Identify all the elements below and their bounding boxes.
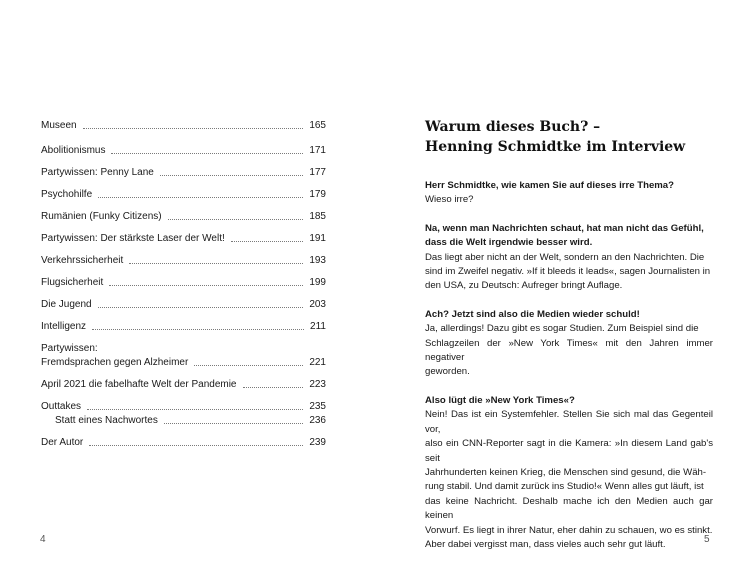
toc-entry (41, 188, 326, 202)
question (425, 308, 713, 322)
toc-entry-title: Der Autor (41, 437, 84, 448)
toc-entry-title: April 2021 die fabelhafte Welt der Pandemie (41, 379, 237, 390)
toc-leader-dots (109, 285, 303, 286)
toc-entry-title: Museen (41, 120, 77, 131)
toc-leader-dots (111, 153, 303, 154)
toc-entry (41, 166, 326, 180)
answer-line: Nein! Das ist ein Systemfehler. Stellen Sie sich mal das Gegenteil vor, (425, 409, 713, 435)
article-title (425, 117, 713, 157)
toc-entry-page: 221 (309, 357, 326, 368)
toc-entry-page: 199 (309, 277, 326, 288)
toc-leader-dots (194, 365, 303, 366)
toc-leader-dots (83, 128, 304, 129)
question (425, 222, 713, 251)
toc-entry (41, 378, 326, 392)
toc-entry-title: Partywissen: Penny Lane (41, 167, 154, 178)
page-number: 5 (704, 534, 710, 545)
answer-line: Schlagzeilen der »New York Times« mit den Jahren immer negativer (425, 337, 713, 364)
answer (425, 322, 713, 380)
toc-leader-dots (89, 445, 303, 446)
table-of-contents (41, 119, 326, 450)
toc-entry (41, 119, 326, 133)
answer (425, 251, 713, 294)
answer (425, 408, 713, 552)
toc-entry-page: 239 (309, 437, 326, 448)
answer-line: sind im Zweifel negativ. »If it bleeds it leads«, sagen Journalisten in (425, 266, 711, 278)
toc-leader-dots (98, 307, 304, 308)
answer-line: den USA, zu Deutsch: Aufreger bringt Auflage. (425, 280, 623, 292)
toc-leader-dots (87, 409, 303, 410)
qa-block (425, 394, 713, 552)
toc-entry-title: Statt eines Nachwortes (55, 415, 158, 426)
interview-article (425, 117, 713, 566)
toc-leader-dots (129, 263, 303, 264)
toc-entry-page: 235 (309, 401, 326, 412)
toc-entry-page: 236 (309, 415, 326, 426)
toc-entry (41, 414, 326, 428)
toc-entry-page: 171 (309, 145, 326, 156)
toc-leader-dots (92, 329, 304, 330)
toc-leader-dots (160, 175, 303, 176)
toc-leader-dots (168, 219, 304, 220)
question-line: Herr Schmidtke, wie kamen Sie auf dieses irre Thema? (425, 180, 675, 191)
article-title-line: Henning Schmidtke im Interview (425, 139, 686, 155)
toc-entry-title: Partywissen: Der stärkste Laser der Welt! (41, 233, 225, 244)
toc-entry-page: 191 (309, 233, 326, 244)
toc-entry (41, 254, 326, 268)
toc-entry-page: 185 (309, 211, 326, 222)
right-page (375, 0, 750, 583)
answer-line: das keine Nachricht. Deshalb mache ich den Medien auch gar keinen (425, 495, 713, 522)
toc-entry-title: Intelligenz (41, 321, 87, 332)
toc-entry-title: Flugsicherheit (41, 277, 104, 288)
qa-block (425, 222, 713, 294)
question (425, 179, 713, 193)
answer-line: rung stabil. Und damit zurück ins Studio!« Wenn alles gut läuft, ist (425, 481, 704, 493)
toc-leader-dots (243, 387, 304, 388)
toc-entry-title-line1: Partywissen: (41, 343, 98, 354)
toc-entry-title: Abolitionismus (41, 145, 106, 156)
toc-entry-title: Rumänien (Funky Citizens) (41, 211, 162, 222)
toc-entry (41, 320, 326, 334)
answer (425, 193, 713, 207)
question-line: Na, wenn man Nachrichten schaut, hat man nicht das Gefühl, (425, 222, 704, 234)
toc-entry-page: 193 (309, 255, 326, 266)
toc-entry-title: Fremdsprachen gegen Alzheimer (41, 357, 189, 368)
toc-entry-page: 165 (309, 120, 326, 131)
toc-entry (41, 356, 326, 370)
answer-line: Wieso irre? (425, 194, 474, 206)
page-number: 4 (40, 534, 46, 545)
toc-entry (41, 210, 326, 224)
toc-entry-page: 179 (309, 189, 326, 200)
question-line: Ach? Jetzt sind also die Medien wieder schuld! (425, 308, 640, 320)
toc-leader-dots (98, 197, 303, 198)
toc-entry-title: Outtakes (41, 401, 82, 412)
toc-entry-page: 203 (309, 299, 326, 310)
toc-entry-multiline (41, 342, 326, 370)
toc-entry-title: Psychohilfe (41, 189, 93, 200)
question (425, 394, 713, 408)
answer-line: Aber dabei vergisst man, dass vieles auch sehr gut läuft. (425, 538, 666, 550)
answer-line: Vorwurf. Es liegt in ihrer Natur, eher dahin zu schauen, wo es stinkt. (425, 524, 713, 536)
toc-leader-dots (164, 423, 303, 424)
answer-line: geworden. (425, 366, 470, 378)
question-line: Also lügt die »New York Times«? (425, 394, 575, 406)
toc-entry-title: Die Jugend (41, 299, 92, 310)
toc-entry (41, 232, 326, 246)
qa-block (425, 308, 713, 380)
toc-entry (41, 436, 326, 450)
article-title-line: Warum dieses Buch? – (425, 119, 601, 135)
answer-line: also ein CNN-Reporter sagt in die Kamera: »In diesem Land gab's seit (425, 438, 713, 464)
toc-entry-page: 177 (309, 167, 326, 178)
toc-entry (41, 298, 326, 312)
answer-line: Ja, allerdings! Dazu gibt es sogar Studien. Zum Beispiel sind die (425, 323, 699, 335)
toc-entry (41, 400, 326, 414)
answer-line: Das liegt aber nicht an der Welt, sondern an den Nachrichten. Die (425, 251, 705, 263)
toc-entry (41, 276, 326, 290)
toc-entry-page: 211 (310, 321, 326, 332)
toc-entry-title: Verkehrssicherheit (41, 255, 124, 266)
answer-line: Jahrhunderten keinen Krieg, die Menschen sind gesund, die Wäh- (425, 466, 707, 478)
toc-entry (41, 144, 326, 158)
qa-block (425, 179, 713, 208)
toc-leader-dots (231, 241, 304, 242)
question-line: dass die Welt irgendwie besser wird. (425, 237, 593, 249)
toc-entry-page: 223 (309, 379, 326, 390)
